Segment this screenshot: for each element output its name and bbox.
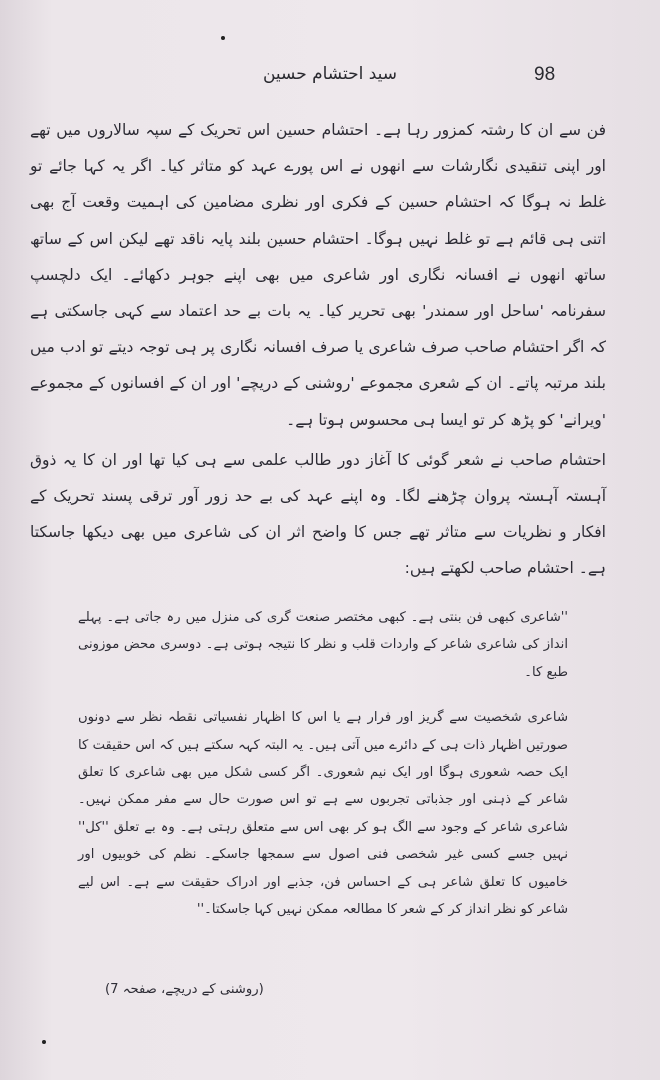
main-text	[30, 112, 606, 587]
page-number: 98	[534, 64, 556, 85]
quote-paragraph: شاعری شخصیت سے گریز اور فرار ہے یا اس کا اظہار نفسیاتی نقطہ نظر سے دونوں صورتیں اظہار ذات ہی کے دائرے میں آتی ہیں۔ یہ البتہ کہہ سکتے ہیں کہ اس حقیقت کا ایک حصہ شعوری ہوگا اور ایک نیم شعوری۔ اگر کسی شکل میں بھی شاعری کا تعلق شاعر کے ذہنی اور جذباتی تجربوں سے ہے تو اس صورت حال سے مفر ممکن نہیں۔ شاعری شاعر کے وجود سے الگ ہو کر بھی اس سے متعلق رہتی ہے۔ وہ بے تعلق ''کل'' نہیں جسے کسی غیر شخصی فنی اصول سے سمجھا جاسکے۔ نظم کی خوبیوں اور خامیوں کا تعلق شاعر ہی کے احساس فن، جذبے اور ادراک حقیقت سے ہے۔ اس لیے شاعر کو نظر انداز کر کے شعر کا مطالعہ ممکن نہیں کہا جاسکتا۔''	[78, 710, 568, 918]
quote-paragraph: ''شاعری کبھی فن بنتی ہے۔ کبھی مختصر صنعت گری کی منزل میں رہ جاتی ہے۔ پہلے انداز کی شاعری شاعر کے واردات قلب و نظر کا نتیجہ ہوتی ہے۔ دوسری محض موزونی طبع کا۔	[78, 610, 568, 680]
running-head: سید احتشام حسین	[262, 64, 398, 84]
paragraph: احتشام صاحب نے شعر گوئی کا آغاز دور طالب علمی سے ہی کیا تھا اور ان کا یہ ذوق آہستہ آہستہ پروان چڑھنے لگا۔ وہ اپنے عہد کی بے حد زور آور ترقی پسند تحریک کے افکار و نظریات سے متاثر تھے جس کا واضح اثر ان کی شاعری میں بھی دیکھا جاسکتا ہے۔ احتشام صاحب لکھتے ہیں:	[30, 450, 606, 578]
paragraph: فن سے ان کا رشتہ کمزور رہا ہے۔ احتشام حسین اس تحریک کے سپہ سالاروں میں تھے اور اپنی تنقیدی نگارشات سے انھوں نے اس پورے عہد کو متاثر کیا۔ اگر یہ کہا جائے تو غلط نہ ہوگا کہ احتشام حسین کے فکری اور نظری مضامین کی اہمیت وقعت آج بھی اتنی ہی قائم ہے تو غلط نہیں ہوگا۔ احتشام حسین بلند پایہ ناقد تھے لیکن اس کے ساتھ ساتھ انھوں نے افسانہ نگاری اور شاعری میں بھی اپنے جوہر دکھائے۔ ایک دلچسپ سفرنامہ 'ساحل اور سمندر' بھی تحریر کیا۔ یہ بات بے حد اعتماد سے کہی جاسکتی ہے کہ اگر احتشام صاحب صرف شاعری یا صرف افسانہ نگاری پر ہی توجہ دیتے تو ادب میں بلند مرتبہ پاتے۔ ان کے شعری مجموعے 'روشنی کے دریچے' اور ان کے افسانوں کے مجموعے 'ویرانے' کو پڑھ کر تو ایسا ہی محسوس ہوتا ہے۔	[30, 121, 606, 429]
quote-citation: (روشنی کے دریچے، صفحہ 7)	[105, 982, 264, 997]
ink-dot	[221, 36, 225, 40]
ink-dot	[42, 1040, 46, 1044]
block-quote	[78, 604, 568, 923]
